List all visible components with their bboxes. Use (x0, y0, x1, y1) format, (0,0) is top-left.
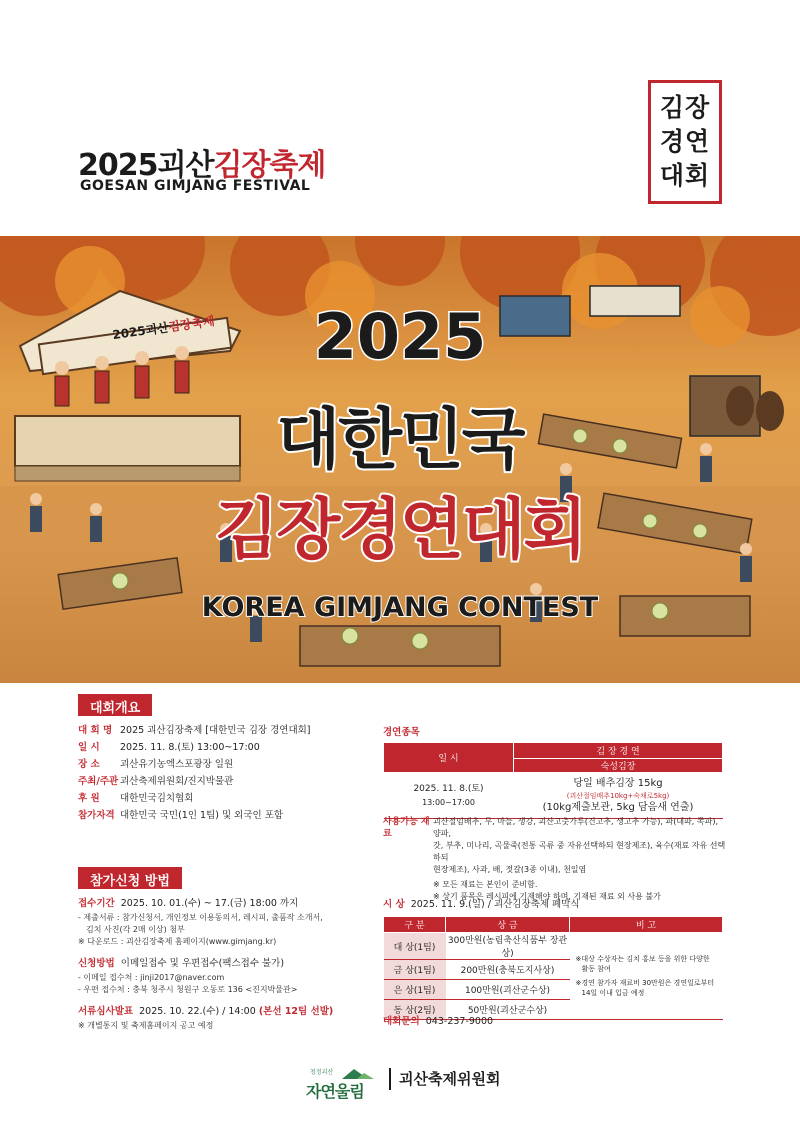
overview-row-host: 주최/주관 괴산축제위원회/진지박물관 (78, 776, 234, 787)
application-result-note: ※ 개별통지 및 축제홈페이지 공고 예정 (78, 1021, 214, 1030)
award-row: 동 상(2팀) 50만원(괴산군수상) (384, 1000, 723, 1020)
hero-title-line2: 김장경연대회 (214, 491, 586, 568)
application-result-date: 2025. 10. 22.(수) / 14:00 (139, 1006, 256, 1017)
overview-row-sponsor: 후 원 대한민국김치협회 (78, 793, 194, 804)
award-header-remark: 비 고 (570, 917, 723, 933)
materials-line-1: 괴산절임배추, 무, 마늘, 생강, 괴산고춧가루(건고추, 생고추 가능), 파(대파, 쪽파), 양파, (433, 817, 719, 838)
hero-english-title: KOREA GIMJANG CONTEST (201, 592, 599, 623)
stamp-line-1: 김장 (659, 93, 711, 122)
logo-small-text: 청정괴산 (310, 1069, 334, 1076)
contest-item-sub: (10kg제출보관, 5kg 담음새 연출) (542, 801, 694, 813)
application-email: - 이메일 접수처 : jinji2017@naver.com (78, 973, 225, 982)
contest-header-event: 김 장 경 연 (514, 743, 723, 759)
contest-table (383, 742, 723, 819)
application-result-note-red: (본선 12팀 선발) (258, 1006, 334, 1017)
award-row: 은 상(1팀) 100만원(괴산군수상) (384, 980, 723, 1000)
award-table (383, 916, 723, 1020)
application-block: 접수기간 2025. 10. 01.(수) ~ 17.(금) 18:00 까지 - 제출서류 : 참가신청서, 개인정보 이용동의서, 레시피, 출품작 소개서, 김치 사진(각 2매 이상) 첨부 ※ 다운로드 : 괴산김장축제 홈페이지(www.gimjang.kr) 신청방법 이메일접수 및 우편접수(팩스접수 불가) - 이메일 접수처 : jinji2017@naver.com - 우편 접수처 : 충북 청주시 청원구 오동로 136 <진지박물관> 서류심사발표 2025. 10. 22.(수) / 14:00 (본선 12팀 선발) ※ 개별통지 및 축제홈페이지 공고 예정 (78, 896, 378, 1032)
festival-subtitle: GOESAN GIMJANG FESTIVAL (80, 178, 311, 194)
award-header-prize: 상 금 (446, 917, 570, 933)
application-post: - 우편 접수처 : 충북 청주시 청원구 오동로 136 <진지박물관> (78, 985, 298, 994)
stamp-line-2: 경연 (659, 127, 711, 156)
overview-row-eligibility: 참가자격 대한민국 국민(1인 1팀) 및 외국인 포함 (78, 810, 284, 821)
logo-main-text: 자연울림 (306, 1082, 364, 1101)
contest-date: 2025. 11. 8.(토) (413, 783, 484, 794)
award-line: 시 상 2025. 11. 9.(일) / 괴산김장축제 폐막식 (383, 899, 580, 910)
goesan-logo (302, 1065, 388, 1101)
award-row: 금 상(1팀) 200만원(충북도지사상) (384, 960, 723, 980)
award-date: 2025. 11. 9.(일) / 괴산김장축제 폐막식 (410, 899, 580, 910)
materials-note-2: ※ 상기 품목은 레시피에 기재해야 하며, 기재된 재료 외 사용 불가 (433, 892, 661, 901)
materials-line-2: 갓, 부추, 미나리, 곡물죽(전통 곡류 중 자유선택하되 현장제조), 육수(재료 자유 선택하되 (433, 841, 726, 862)
application-docs-2: 김치 사진(각 2매 이상) 첨부 (86, 925, 185, 934)
application-method: 이메일접수 및 우편접수(팩스접수 불가) (120, 958, 285, 969)
contest-item-red: (괴산절임배추10kg+숙채로5kg) (566, 791, 670, 800)
footer-divider (389, 1068, 391, 1090)
contest-time: 13:00~17:00 (422, 797, 475, 807)
contest-stamp (648, 80, 722, 204)
award-remarks: ※대상 수상자는 김치 홍보 등을 위한 다양한 활동 참여 ※경연 참가자 재료비 30만원은 경연일로부터 14일 이내 입금 예정 (570, 933, 723, 1020)
contest-header-date: 일 시 (384, 743, 514, 773)
materials-line-3: 현장제조), 사과, 배, 젓갈(3종 이내), 천일염 (433, 865, 587, 874)
application-period: 2025. 10. 01.(수) ~ 17.(금) 18:00 까지 (120, 898, 299, 909)
stamp-line-3: 대회 (659, 161, 711, 190)
overview-list (78, 722, 378, 824)
overview-heading: 대회개요 (78, 694, 152, 716)
application-docs-1: - 제출서류 : 참가신청서, 개인정보 이용동의서, 레시피, 출품작 소개서, (78, 913, 323, 922)
application-download: ※ 다운로드 : 괴산김장축제 홈페이지(www.gimjang.kr) (78, 937, 277, 946)
hero-illustration (0, 236, 800, 683)
application-heading: 참가신청 방법 (78, 867, 182, 889)
contact-phone: 043-237-9000 (425, 1016, 494, 1027)
tent-sign: 2025괴산김장축제 (111, 313, 216, 343)
award-header-grade: 구 분 (384, 917, 446, 933)
overview-row-name: 대 회 명 2025 괴산김장축제 [대한민국 김장 경연대회] (78, 725, 311, 736)
contest-subheader: 숙성김장 (514, 759, 723, 773)
hero-year: 2025 (313, 300, 487, 373)
overview-row-venue: 장 소 괴산유기농엑스포광장 일원 (78, 759, 234, 770)
award-row: 대 상(1팀) 300만원(농림축산식품부 장관상) ※대상 수상자는 김치 홍보 등을 위한 다양한 활동 참여 ※경연 참가자 재료비 30만원은 경연일로부터 14일 이내 입금 예정 (384, 933, 723, 960)
contest-heading: 경연종목 (383, 727, 420, 738)
footer-organizer: 괴산축제위원회 (399, 1070, 501, 1088)
festival-title: 2025괴산김장축제 (78, 148, 326, 183)
materials-label: 사용가능 재료 (383, 817, 430, 839)
materials-note-1: ※ 모든 재료는 본인이 준비함. (433, 880, 538, 889)
hero-title-line1: 대한민국 (276, 401, 524, 478)
materials-block (383, 816, 728, 903)
contact-line: 대회문의 043-237-9000 (383, 1016, 494, 1027)
overview-row-date: 일 시 2025. 11. 8.(토) 13:00~17:00 (78, 742, 260, 753)
contest-item-main: 당일 배추김장 15kg (573, 777, 663, 789)
